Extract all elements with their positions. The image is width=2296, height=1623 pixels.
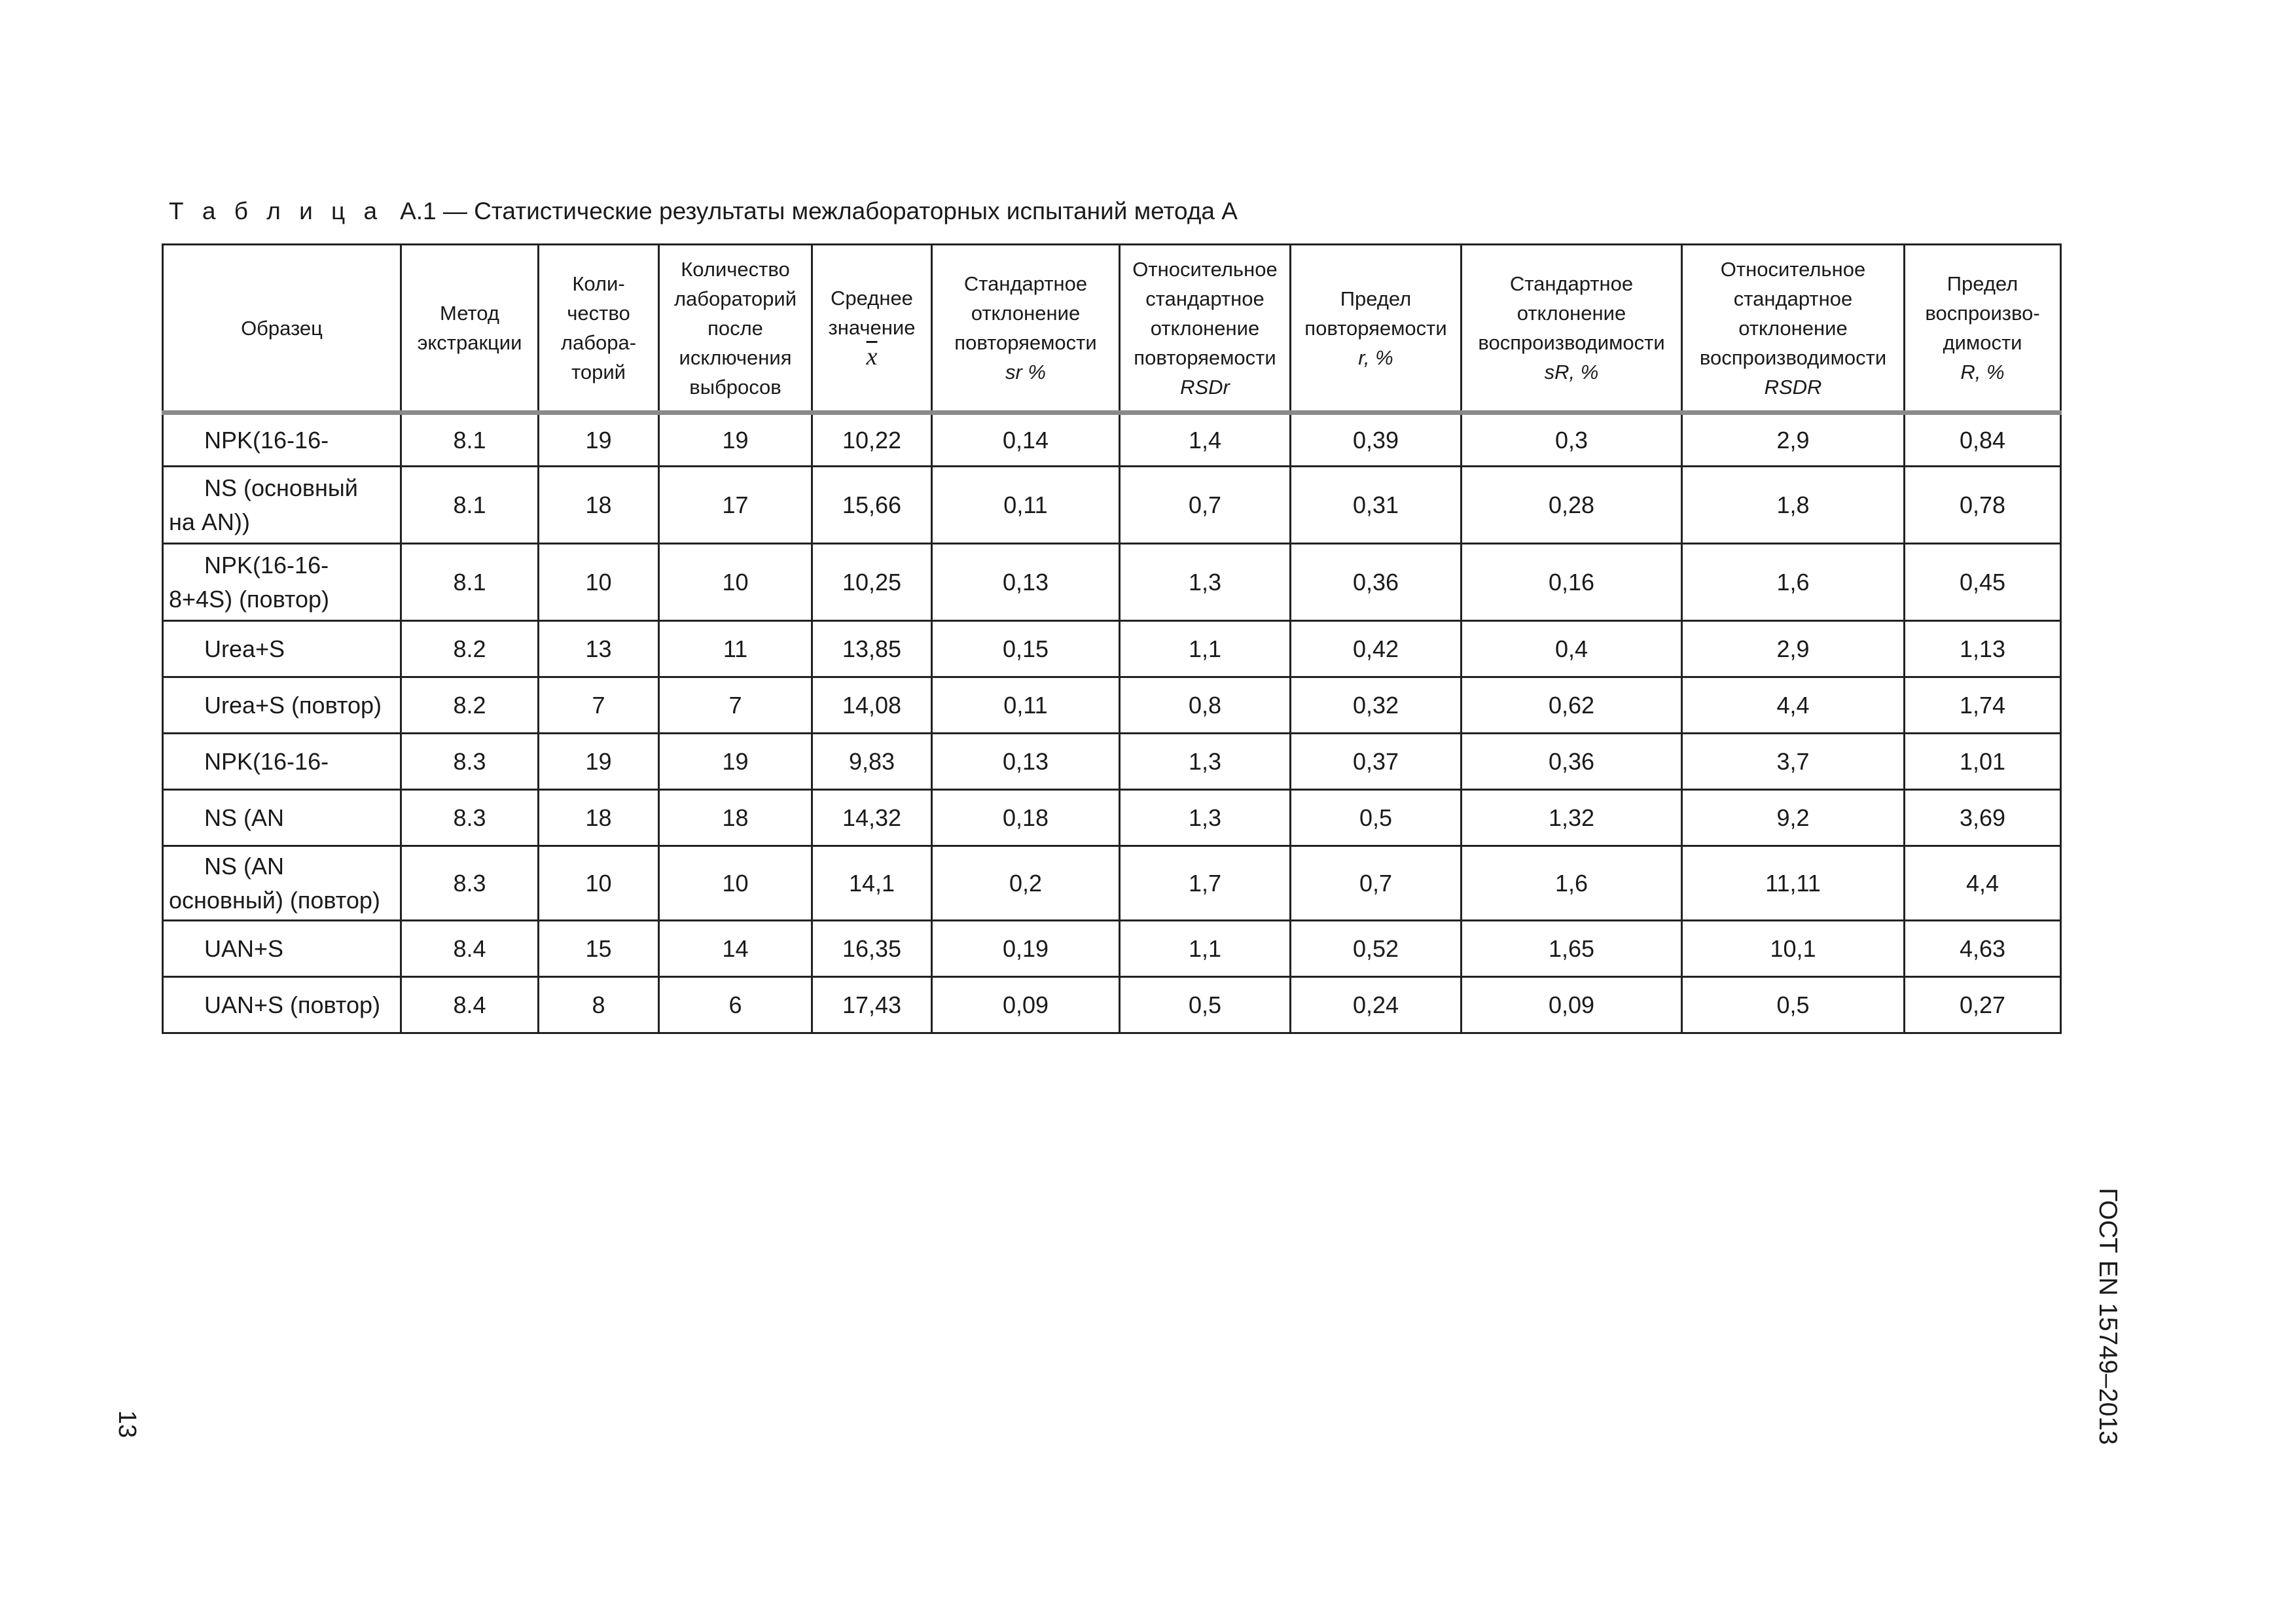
table-header-row (163, 245, 2061, 413)
header-line: стандартное (1733, 287, 1853, 310)
value-cell: 0,13 (932, 734, 1120, 790)
sample-cell (163, 621, 401, 677)
value-cell: 0,37 (1291, 734, 1462, 790)
sample-cell (163, 921, 401, 977)
value-cell: 18 (659, 790, 812, 846)
header-cell (539, 245, 659, 413)
header-line: отклонение (1516, 302, 1626, 325)
value-cell: 7 (539, 677, 659, 734)
value-cell: 0,42 (1291, 621, 1462, 677)
header-cell (812, 245, 932, 413)
value-cell: 1,65 (1462, 921, 1682, 977)
header-cell (1905, 245, 2061, 413)
value-cell: 0,78 (1905, 467, 2061, 544)
value-cell: 10 (659, 846, 812, 921)
value-cell: 4,4 (1682, 677, 1905, 734)
header-line: лабора- (560, 331, 637, 354)
header-line: Относительное (1720, 257, 1866, 281)
header-symbol: sR, % (1544, 361, 1599, 383)
value-cell: 0,32 (1291, 677, 1462, 734)
value-cell: 0,3 (1462, 413, 1682, 467)
value-cell: 1,6 (1462, 846, 1682, 921)
value-cell: 13 (539, 621, 659, 677)
header-line: Относительное (1132, 257, 1278, 281)
value-cell: 0,27 (1905, 977, 2061, 1033)
header-line: значение (828, 316, 916, 339)
value-cell: 2,9 (1682, 621, 1905, 677)
sample-line: на AN)) (169, 508, 250, 535)
value-cell: 0,45 (1905, 544, 2061, 621)
header-line: Предел (1946, 272, 2018, 295)
statistics-table-container (162, 243, 2060, 1034)
table-row (163, 790, 2061, 846)
header-cell (163, 245, 401, 413)
value-cell: 4,4 (1905, 846, 2061, 921)
header-line: Образец (241, 316, 323, 340)
value-cell: 0,7 (1291, 846, 1462, 921)
value-cell: 3,69 (1905, 790, 2061, 846)
header-cell (659, 245, 812, 413)
value-cell: 1,7 (1120, 846, 1291, 921)
header-line: воспроизводимости (1699, 346, 1887, 369)
value-cell: 14,1 (812, 846, 932, 921)
value-cell: 18 (539, 467, 659, 544)
value-cell: 0,4 (1462, 621, 1682, 677)
value-cell: 0,11 (932, 677, 1120, 734)
header-line: после (708, 316, 763, 340)
header-line: Предел (1340, 287, 1412, 310)
sample-cell (163, 734, 401, 790)
value-cell: 18 (539, 790, 659, 846)
value-cell: 0,18 (932, 790, 1120, 846)
value-cell: 8.1 (401, 467, 539, 544)
value-cell: 10 (539, 846, 659, 921)
value-cell: 13,85 (812, 621, 932, 677)
header-symbol: sr % (1005, 361, 1046, 383)
sample-line: UAN+S (повтор) (204, 991, 380, 1018)
value-cell: 11,11 (1682, 846, 1905, 921)
table-row (163, 846, 2061, 921)
header-cell (1682, 245, 1905, 413)
value-cell: 11 (659, 621, 812, 677)
value-cell: 8 (539, 977, 659, 1033)
value-cell: 1,1 (1120, 621, 1291, 677)
value-cell: 2,9 (1682, 413, 1905, 467)
value-cell: 6 (659, 977, 812, 1033)
value-cell: 3,7 (1682, 734, 1905, 790)
mean-symbol: $\overline{x}$ (866, 343, 878, 370)
header-line: Стандартное (963, 272, 1088, 295)
value-cell: 0,7 (1120, 467, 1291, 544)
header-line: повторяемости (954, 331, 1097, 354)
header-line: Коли- (572, 272, 625, 295)
header-line: димости (1943, 331, 2022, 354)
table-row (163, 677, 2061, 734)
header-cell (1462, 245, 1682, 413)
value-cell: 1,01 (1905, 734, 2061, 790)
value-cell: 8.2 (401, 621, 539, 677)
value-cell: 10,25 (812, 544, 932, 621)
sample-cell (163, 544, 401, 621)
value-cell: 15,66 (812, 467, 932, 544)
value-cell: 7 (659, 677, 812, 734)
header-line: Количество (681, 257, 790, 281)
header-cell (401, 245, 539, 413)
table-row (163, 413, 2061, 467)
value-cell: 0,13 (932, 544, 1120, 621)
value-cell: 19 (539, 734, 659, 790)
value-cell: 1,3 (1120, 544, 1291, 621)
sample-cell (163, 413, 401, 467)
caption-text: А.1 — Статистические результаты межлабораторных испытаний метода А (400, 198, 1238, 224)
value-cell: 0,28 (1462, 467, 1682, 544)
value-cell: 0,84 (1905, 413, 2061, 467)
value-cell: 0,8 (1120, 677, 1291, 734)
sample-line: 8+4S) (повтор) (169, 585, 330, 613)
header-symbol: r, % (1358, 346, 1393, 369)
sample-line: NPK(16-16- (204, 426, 329, 454)
sample-cell (163, 677, 401, 734)
sample-line: основный) (повтор) (169, 886, 380, 914)
sample-line: NPK(16-16- (204, 747, 329, 775)
value-cell: 8.1 (401, 413, 539, 467)
value-cell: 19 (659, 734, 812, 790)
value-cell: 16,35 (812, 921, 932, 977)
value-cell: 14,32 (812, 790, 932, 846)
value-cell: 8.4 (401, 921, 539, 977)
header-line: повторяемости (1134, 346, 1276, 369)
value-cell: 0,16 (1462, 544, 1682, 621)
value-cell: 0,62 (1462, 677, 1682, 734)
caption-label: Т а б л и ц а (169, 198, 384, 224)
header-line: воспроизводимости (1478, 331, 1665, 354)
value-cell: 0,36 (1291, 544, 1462, 621)
table-body (163, 413, 2061, 1033)
value-cell: 15 (539, 921, 659, 977)
value-cell: 9,83 (812, 734, 932, 790)
header-line: выбросов (689, 375, 781, 399)
table-row (163, 621, 2061, 677)
header-line: стандартное (1145, 287, 1265, 310)
value-cell: 1,3 (1120, 734, 1291, 790)
page-number: 13 (113, 1410, 141, 1438)
value-cell: 8.3 (401, 846, 539, 921)
header-cell (932, 245, 1120, 413)
header-line: отклонение (971, 302, 1081, 325)
value-cell: 4,63 (1905, 921, 2061, 977)
value-cell: 10 (539, 544, 659, 621)
sample-cell (163, 467, 401, 544)
value-cell: 1,13 (1905, 621, 2061, 677)
sample-line: NS (AN (204, 804, 285, 831)
value-cell: 0,5 (1291, 790, 1462, 846)
header-line: исключения (679, 346, 792, 369)
value-cell: 1,32 (1462, 790, 1682, 846)
sample-cell (163, 846, 401, 921)
header-line: отклонение (1738, 316, 1848, 340)
table-row (163, 467, 2061, 544)
value-cell: 1,74 (1905, 677, 2061, 734)
header-cell (1291, 245, 1462, 413)
table-row (163, 734, 2061, 790)
value-cell: 0,19 (932, 921, 1120, 977)
header-line: Среднее (831, 287, 913, 310)
value-cell: 1,1 (1120, 921, 1291, 977)
value-cell: 1,8 (1682, 467, 1905, 544)
value-cell: 0,5 (1682, 977, 1905, 1033)
value-cell: 14 (659, 921, 812, 977)
value-cell: 0,09 (1462, 977, 1682, 1033)
header-line: Метод (440, 302, 499, 325)
header-cell (1120, 245, 1291, 413)
header-line: экстракции (417, 331, 522, 354)
header-symbol: RSDR (1764, 375, 1822, 399)
table-caption (169, 198, 1238, 225)
value-cell: 0,24 (1291, 977, 1462, 1033)
value-cell: 10,1 (1682, 921, 1905, 977)
value-cell: 0,5 (1120, 977, 1291, 1033)
value-cell: 1,6 (1682, 544, 1905, 621)
value-cell: 0,2 (932, 846, 1120, 921)
sample-cell (163, 977, 401, 1033)
standard-designation: ГОСТ EN 15749–2013 (2094, 1188, 2122, 1445)
header-line: воспроизво- (1925, 302, 2040, 325)
value-cell: 19 (539, 413, 659, 467)
header-line: лабораторий (673, 287, 797, 310)
value-cell: 0,11 (932, 467, 1120, 544)
value-cell: 8.2 (401, 677, 539, 734)
table-row (163, 544, 2061, 621)
header-line: торий (571, 361, 626, 383)
value-cell: 0,15 (932, 621, 1120, 677)
header-symbol: RSDr (1180, 375, 1230, 399)
value-cell: 8.1 (401, 544, 539, 621)
value-cell: 9,2 (1682, 790, 1905, 846)
value-cell: 8.3 (401, 734, 539, 790)
statistics-table (162, 243, 2062, 1034)
value-cell: 0,52 (1291, 921, 1462, 977)
value-cell: 19 (659, 413, 812, 467)
value-cell: 0,39 (1291, 413, 1462, 467)
header-symbol: R, % (1960, 361, 2005, 383)
value-cell: 0,31 (1291, 467, 1462, 544)
value-cell: 10,22 (812, 413, 932, 467)
sample-cell (163, 790, 401, 846)
value-cell: 14,08 (812, 677, 932, 734)
sample-line: NS (основный (204, 474, 358, 501)
sample-line: Urea+S (204, 635, 285, 662)
value-cell: 8.4 (401, 977, 539, 1033)
header-line: Стандартное (1509, 272, 1634, 295)
sample-line: UAN+S (204, 935, 284, 962)
sample-line: NPK(16-16- (204, 551, 329, 579)
table-row (163, 977, 2061, 1033)
value-cell: 0,36 (1462, 734, 1682, 790)
value-cell: 17 (659, 467, 812, 544)
header-line: повторяемости (1304, 316, 1447, 340)
header-line: отклонение (1150, 316, 1260, 340)
sample-line: Urea+S (повтор) (204, 691, 382, 719)
sample-line: NS (AN (204, 852, 285, 880)
value-cell: 1,4 (1120, 413, 1291, 467)
value-cell: 0,14 (932, 413, 1120, 467)
value-cell: 17,43 (812, 977, 932, 1033)
header-line: чество (567, 302, 630, 325)
value-cell: 10 (659, 544, 812, 621)
table-row (163, 921, 2061, 977)
value-cell: 1,3 (1120, 790, 1291, 846)
value-cell: 8.3 (401, 790, 539, 846)
value-cell: 0,09 (932, 977, 1120, 1033)
